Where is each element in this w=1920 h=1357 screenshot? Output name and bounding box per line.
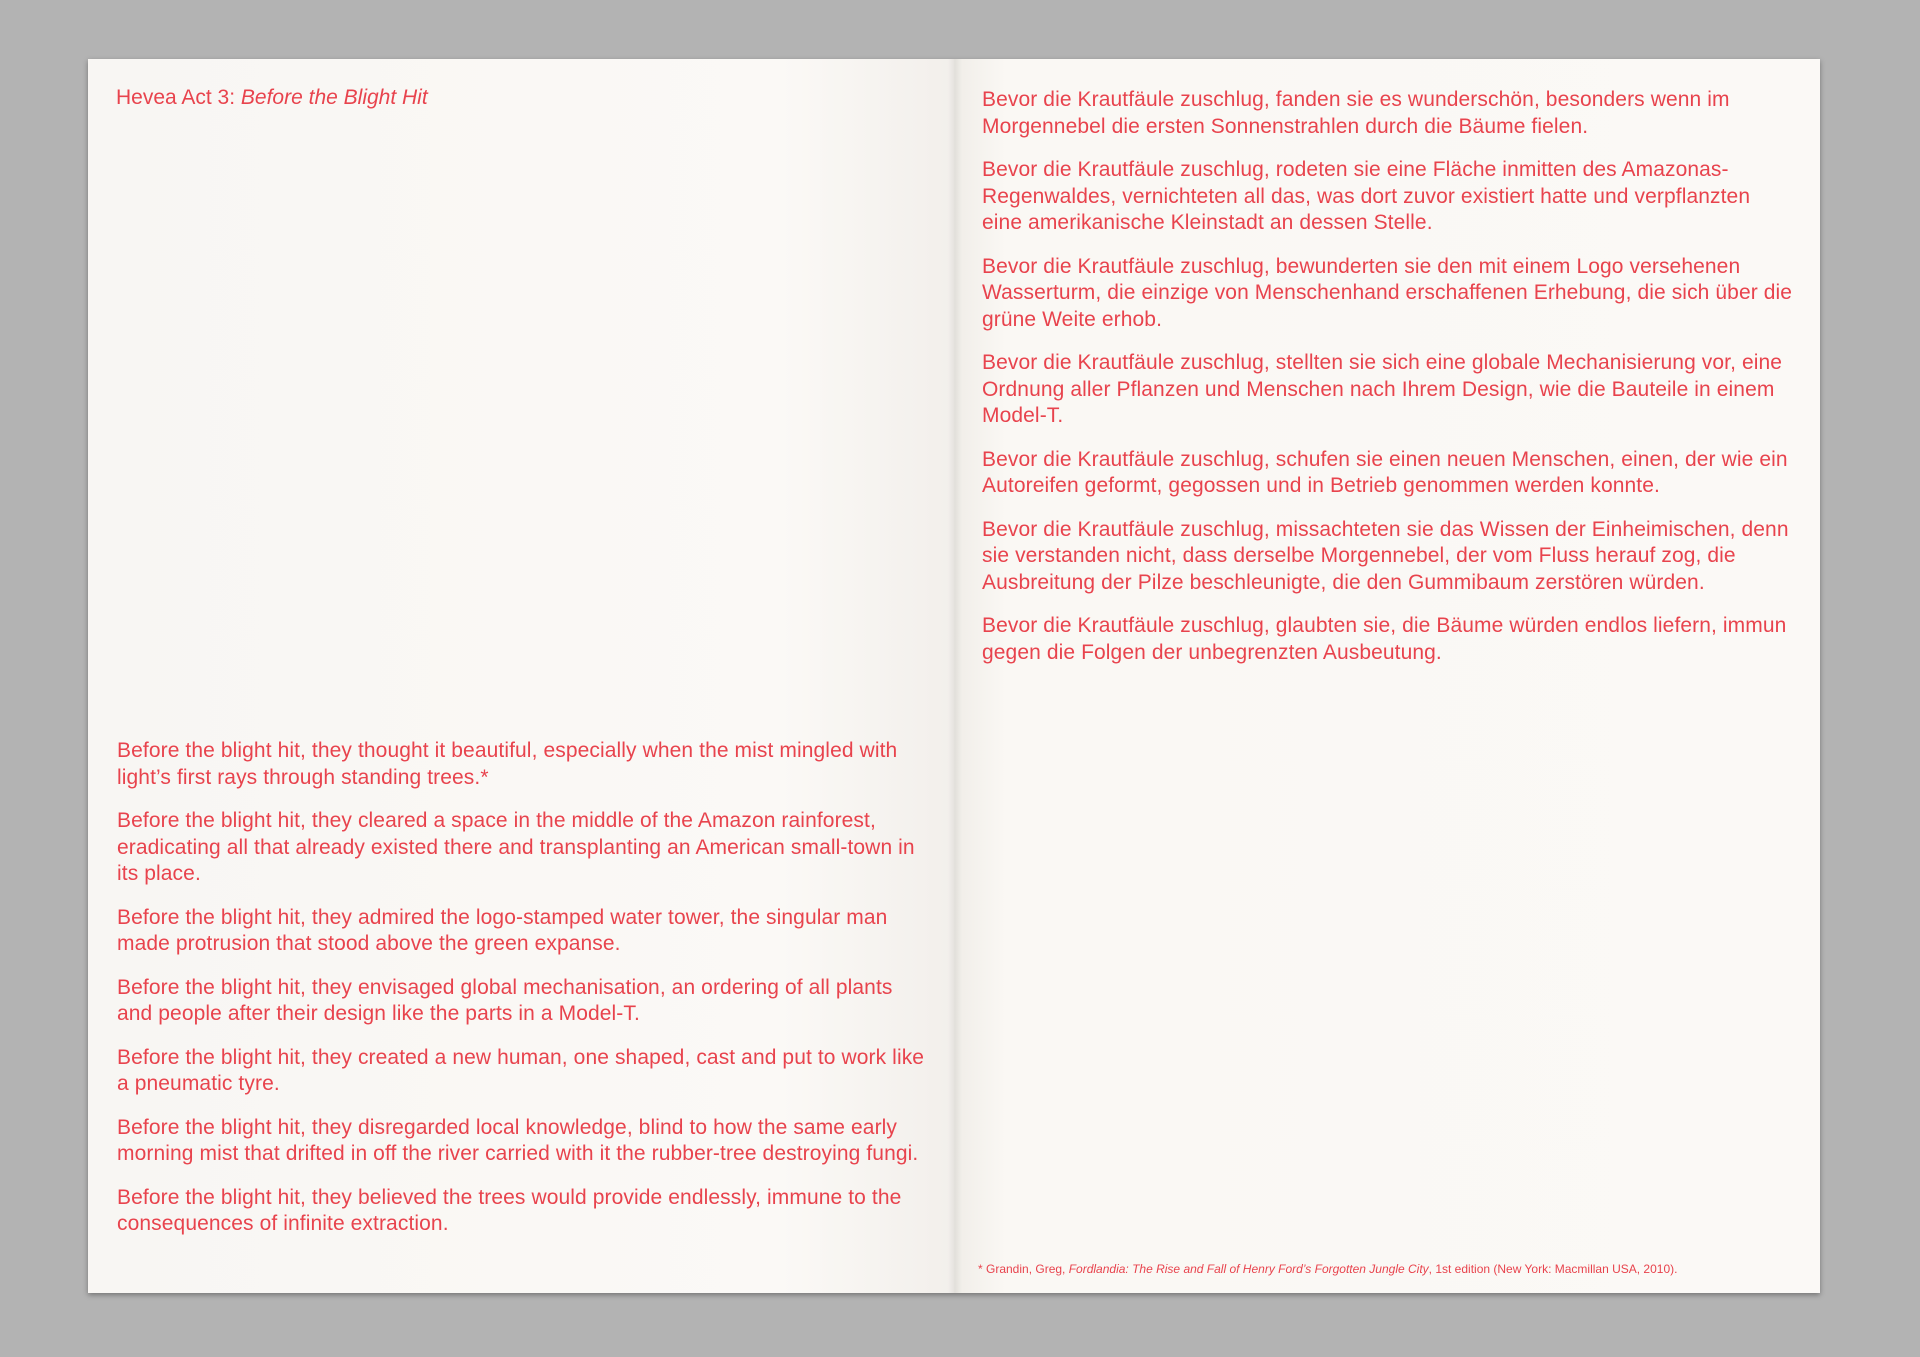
english-paragraph: Before the blight hit, they believed the trees would provide endlessly, immune to the consequences of infinite extraction. [117, 1185, 902, 1235]
footnote-title: Fordlandia: The Rise and Fall of Henry Ford’s Forgotten Jungle City [1068, 1262, 1429, 1276]
english-text [117, 738, 929, 1255]
german-paragraph: Bevor die Krautfäule zuschlug, schufen sie einen neuen Menschen, einen, der wie ein Autoreifen geformt, gegossen und in Betrieb genommen werden konnte. [982, 447, 1788, 497]
english-paragraph: Before the blight hit, they created a new human, one shaped, cast and put to work like a pneumatic tyre. [117, 1045, 925, 1095]
footnote-prefix: * Grandin, Greg, [978, 1262, 1069, 1276]
german-paragraph: Bevor die Krautfäule zuschlug, glaubten sie, die Bäume würden endlos liefern, immun gegen die Folgen der unbegrenzten Ausbeutung. [982, 614, 1787, 664]
footnote-suffix: , 1st edition (New York: Macmillan USA, 2010). [1428, 1262, 1678, 1276]
left-page [88, 59, 954, 1293]
english-paragraph: Before the blight hit, they cleared a space in the middle of the Amazon rainforest, eradicating all that already existed there and transplanting an American small-town in its place. [117, 809, 915, 885]
right-page [954, 59, 1820, 1293]
german-paragraph: Bevor die Krautfäule zuschlug, fanden sie es wunderschön, besonders wenn im Morgennebel die ersten Sonnenstrahlen durch die Bäume fielen. [982, 88, 1730, 138]
running-head-title: Before the Blight Hit [240, 86, 428, 109]
german-paragraph: Bevor die Krautfäule zuschlug, bewunderten sie den mit einem Logo versehenen Wasserturm, die einzige von Menschenhand erschaffenen Erhebung, die sich über die grüne Weite erhob. [982, 254, 1793, 331]
footnote [978, 1261, 1808, 1277]
english-paragraph: Before the blight hit, they thought it beautiful, especially when the mist mingled with light’s first rays through standing trees.* [117, 739, 898, 789]
booklet-spread [88, 59, 1820, 1293]
english-paragraph: Before the blight hit, they disregarded local knowledge, blind to how the same early morning mist that drifted in off the river carried with it the rubber-tree destroying fungi. [117, 1115, 919, 1165]
german-text [982, 87, 1794, 683]
english-paragraph: Before the blight hit, they admired the logo-stamped water tower, the singular man made protrusion that stood above the green expanse. [117, 905, 888, 955]
german-paragraph: Bevor die Krautfäule zuschlug, rodeten sie eine Fläche inmitten des Amazonas-Regenwaldes, vernichteten all das, was dort zuvor existiert hatte und verpflanzten eine amerikanische Kleinstadt an dessen Stelle. [982, 158, 1751, 234]
running-head [116, 85, 428, 111]
german-paragraph: Bevor die Krautfäule zuschlug, stellten sie sich eine globale Mechanisierung vor, eine Ordnung aller Pflanzen und Menschen nach Ihrem Design, wie die Bauteile in einem Model-T. [982, 351, 1783, 427]
running-head-prefix: Hevea Act 3: [116, 86, 241, 109]
german-paragraph: Bevor die Krautfäule zuschlug, missachteten sie das Wissen der Einheimischen, denn sie verstanden nicht, dass derselbe Morgennebel, der vom Fluss herauf zog, die Ausbreitung der Pilze beschleunigte, die den Gummibaum zerstören würden. [982, 517, 1789, 594]
english-paragraph: Before the blight hit, they envisaged global mechanisation, an ordering of all plants and people after their design like the parts in a Model-T. [117, 975, 893, 1025]
